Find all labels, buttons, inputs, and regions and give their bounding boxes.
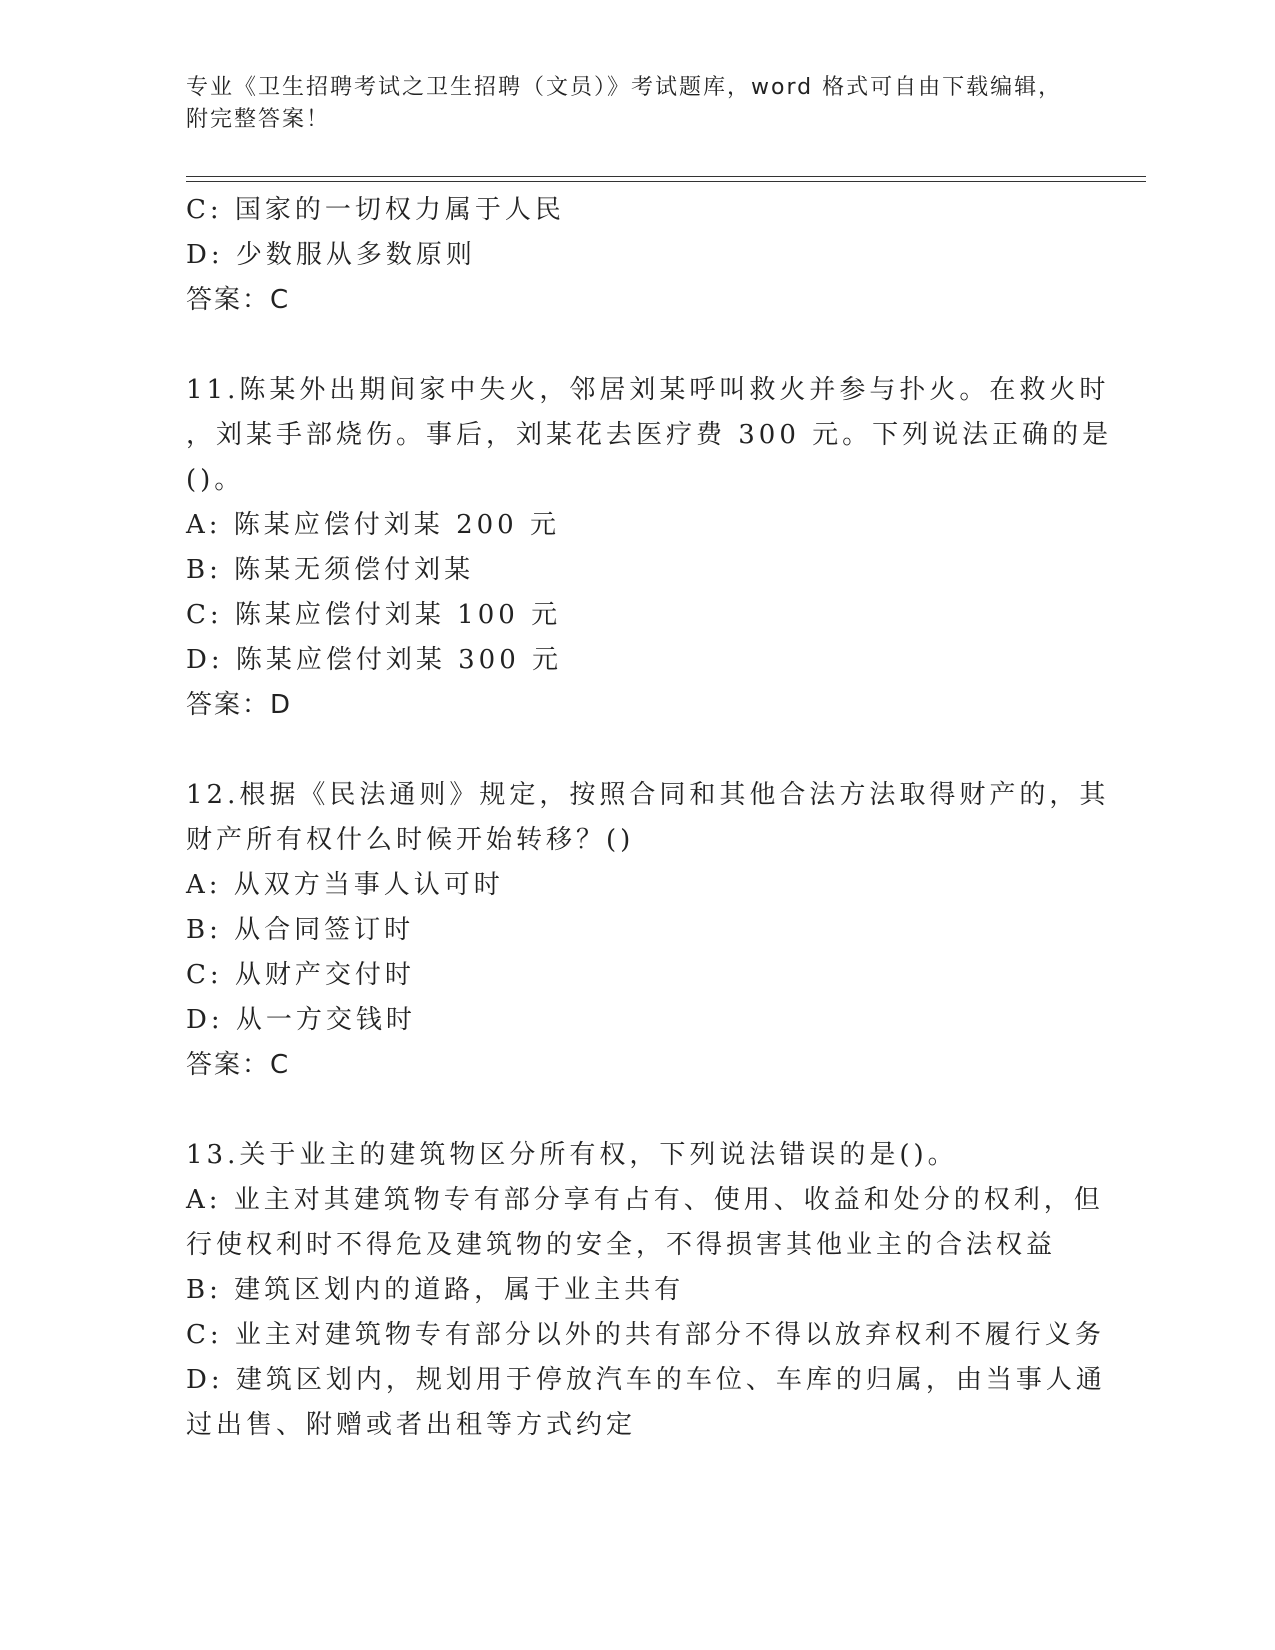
question-stem-line: ，刘某手部烧伤。事后，刘某花去医疗费 300 元。下列说法正确的是 [186, 420, 1113, 450]
question-stem-line: 13.关于业主的建筑物区分所有权，下列说法错误的是()。 [186, 1140, 958, 1170]
option-c: C: 业主对建筑物专有部分以外的共有部分不得以放弃权利不履行义务 [186, 1320, 1105, 1350]
prev-question [186, 188, 1076, 323]
option-a: A: 陈某应偿付刘某 200 元 [186, 510, 560, 540]
question-stem-line: 12.根据《民法通则》规定，按照合同和其他合法方法取得财产的，其 [186, 780, 1110, 810]
option-a: A: 业主对其建筑物专有部分享有占有、使用、收益和处分的权利，但 [186, 1185, 1104, 1215]
question-stem-line: 财产所有权什么时候开始转移？() [186, 825, 635, 855]
option-a: A: 从双方当事人认可时 [186, 870, 504, 900]
option-b: B: 从合同签订时 [186, 915, 415, 945]
option-d: D: 从一方交钱时 [186, 1005, 416, 1035]
option-d: D: 少数服从多数原则 [186, 240, 476, 270]
option-c: C: 国家的一切权力属于人民 [186, 195, 565, 225]
question-11 [186, 368, 1113, 728]
spacer [186, 323, 1076, 368]
answer-line: 答案：D [186, 690, 293, 720]
question-12 [186, 773, 1110, 1088]
spacer [186, 728, 1076, 773]
spacer [186, 1088, 1076, 1133]
option-b: B: 陈某无须偿付刘某 [186, 555, 475, 585]
option-d: D: 建筑区划内，规划用于停放汽车的车位、车库的归属，由当事人通 [186, 1365, 1106, 1395]
answer-line: 答案：C [186, 1050, 291, 1080]
question-stem-line: ()。 [186, 465, 245, 495]
answer-line: 答案：C [186, 285, 291, 315]
header-rule-bottom [186, 181, 1146, 182]
question-content [186, 188, 1113, 1448]
option-c: C: 从财产交付时 [186, 960, 415, 990]
question-stem-line: 11.陈某外出期间家中失火，邻居刘某呼叫救火并参与扑火。在救火时 [186, 375, 1110, 405]
document-header: 专业《卫生招聘考试之卫生招聘（文员）》考试题库，word 格式可自由下载编辑，附完整答案！ [186, 75, 1063, 132]
option-d: D: 陈某应偿付刘某 300 元 [186, 645, 563, 675]
question-13 [186, 1133, 1106, 1448]
option-b: B: 建筑区划内的道路，属于业主共有 [186, 1275, 685, 1305]
option-a-continued: 行使权利时不得危及建筑物的安全，不得损害其他业主的合法权益 [186, 1230, 1057, 1260]
option-d-continued: 过出售、附赠或者出租等方式约定 [186, 1410, 637, 1440]
option-c: C: 陈某应偿付刘某 100 元 [186, 600, 562, 630]
header-rule-top [186, 176, 1146, 177]
